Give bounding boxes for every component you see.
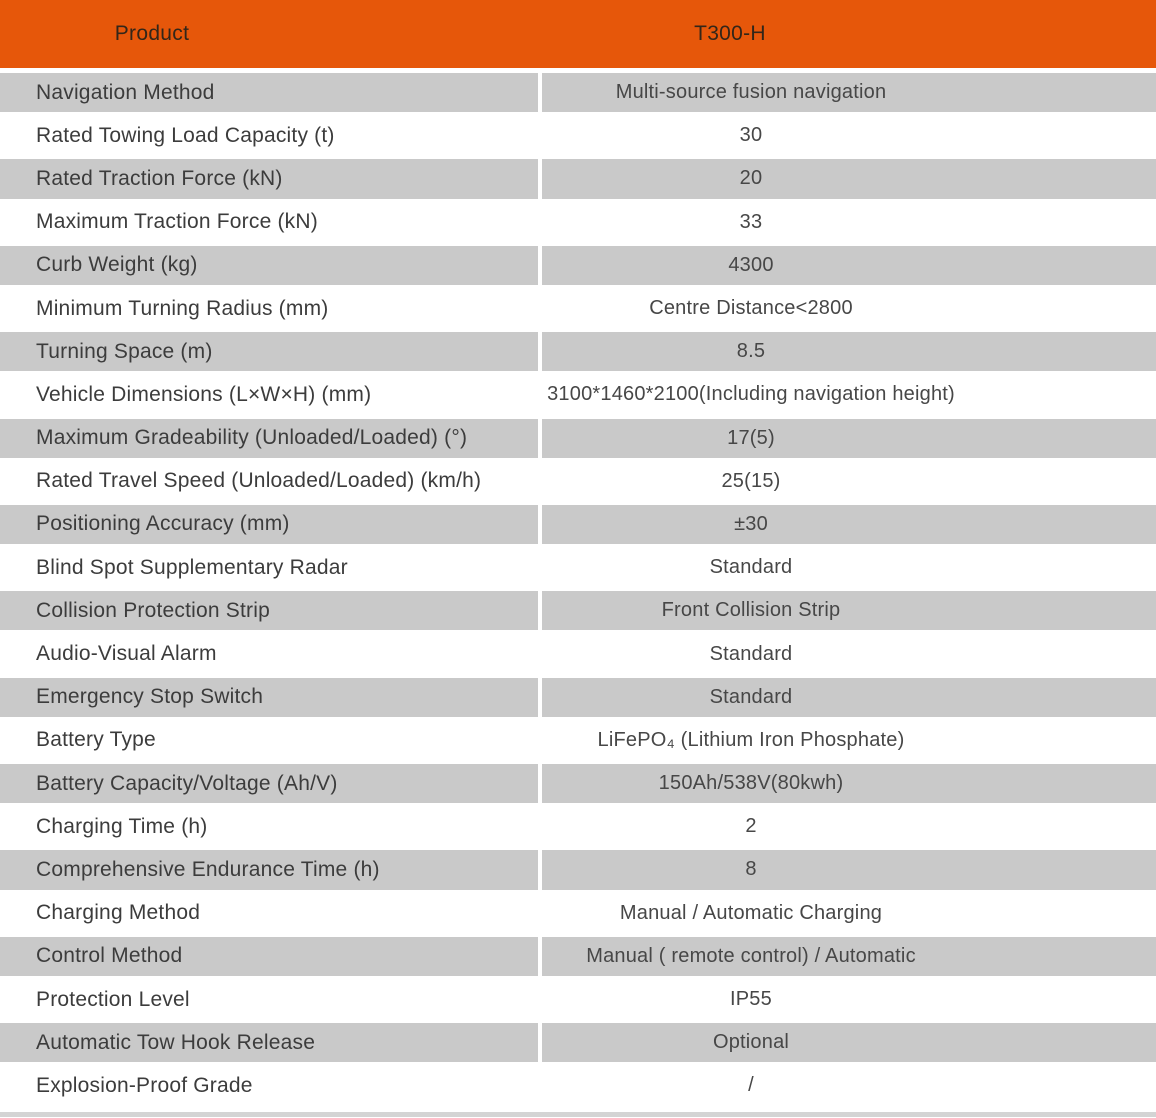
spec-value: 30 <box>739 124 763 147</box>
spec-value: 2 <box>745 815 757 838</box>
spec-value-cell <box>542 719 1156 762</box>
table-row <box>0 330 1156 373</box>
spec-value-cell <box>542 591 1156 630</box>
table-row <box>0 589 1156 632</box>
table-row <box>0 417 1156 460</box>
spec-value-cell <box>542 805 1156 848</box>
table-row <box>0 373 1156 416</box>
spec-value-cell <box>542 632 1156 675</box>
spec-value-cell <box>542 332 1156 371</box>
spec-value-cell <box>542 937 1156 976</box>
spec-value: 17(5) <box>727 426 775 449</box>
header-product-label: Product <box>114 22 190 45</box>
spec-value: IP55 <box>730 988 772 1011</box>
table-body <box>0 71 1156 1108</box>
spec-value: 25(15) <box>721 469 781 492</box>
spec-value: Standard <box>709 642 793 665</box>
spec-label: Emergency Stop Switch <box>0 678 538 717</box>
spec-value: 4300 <box>728 253 774 276</box>
spec-label: Blind Spot Supplementary Radar <box>36 555 348 579</box>
spec-value-cell <box>542 892 1156 935</box>
table-row <box>0 201 1156 244</box>
table-row <box>0 632 1156 675</box>
table-row <box>0 892 1156 935</box>
spec-label: Charging Method <box>36 901 201 925</box>
spec-value-cell <box>542 246 1156 285</box>
table-row <box>0 805 1156 848</box>
spec-label: Explosion-Proof Grade <box>36 1073 253 1097</box>
spec-value: Multi-source fusion navigation <box>615 81 887 104</box>
spec-value: 20 <box>739 167 763 190</box>
spec-label: Vehicle Dimensions (L×W×H) (mm) <box>36 382 372 406</box>
spec-value: Front Collision Strip <box>661 599 841 622</box>
spec-value-cell <box>542 159 1156 198</box>
spec-value: Manual / Automatic Charging <box>619 901 883 924</box>
spec-label: Battery Type <box>36 728 156 752</box>
spec-value-cell <box>542 546 1156 589</box>
spec-label: Positioning Accuracy (mm) <box>0 505 538 544</box>
spec-value-cell <box>542 287 1156 330</box>
spec-value: 150Ah/538V(80kwh) <box>658 772 844 795</box>
spec-value: Manual ( remote control) / Automatic <box>586 944 916 967</box>
spec-value-cell <box>542 201 1156 244</box>
spec-value-cell <box>542 73 1156 112</box>
spec-value-cell <box>542 373 1156 416</box>
spec-label: Charging Time (h) <box>36 814 208 838</box>
spec-value: Centre Distance<2800 <box>649 297 853 320</box>
table-row <box>0 71 1156 114</box>
spec-label: Control Method <box>0 937 538 976</box>
spec-value-cell <box>542 764 1156 803</box>
table-row <box>0 157 1156 200</box>
spec-value-cell <box>542 1064 1156 1107</box>
spec-label: Comprehensive Endurance Time (h) <box>0 850 538 889</box>
spec-value-cell <box>542 460 1156 503</box>
spec-value: Standard <box>709 556 793 579</box>
spec-value: 8.5 <box>736 340 766 363</box>
spec-label: Rated Travel Speed (Unloaded/Loaded) (km/h) <box>36 469 482 493</box>
spec-value: Standard <box>709 685 793 708</box>
spec-value-cell <box>542 850 1156 889</box>
spec-label: Rated Traction Force (kN) <box>0 159 538 198</box>
table-header-row <box>0 0 1156 68</box>
spec-value-cell <box>542 114 1156 157</box>
spec-value-cell <box>542 678 1156 717</box>
spec-value: 33 <box>739 210 763 233</box>
spec-value: 3100*1460*2100(Including navigation height) <box>547 383 955 406</box>
spec-value-cell <box>542 419 1156 458</box>
spec-value-cell <box>542 978 1156 1021</box>
spec-value: LiFePO₄ (Lithium Iron Phosphate) <box>597 728 905 751</box>
table-row <box>0 1064 1156 1107</box>
spec-value-cell <box>542 1023 1156 1062</box>
spec-label: Curb Weight (kg) <box>0 246 538 285</box>
table-row <box>0 503 1156 546</box>
spec-label: Maximum Gradeability (Unloaded/Loaded) (°) <box>0 419 538 458</box>
header-model-cell <box>304 22 1156 46</box>
table-row <box>0 114 1156 157</box>
spec-label: Protection Level <box>36 987 190 1011</box>
spec-label: Battery Capacity/Voltage (Ah/V) <box>0 764 538 803</box>
spec-label: Collision Protection Strip <box>0 591 538 630</box>
spec-label: Navigation Method <box>0 73 538 112</box>
spec-value: / <box>748 1074 754 1097</box>
table-row <box>0 1021 1156 1064</box>
table-row <box>0 676 1156 719</box>
bottom-strip <box>0 1112 1156 1117</box>
spec-label: Turning Space (m) <box>0 332 538 371</box>
spec-label: Minimum Turning Radius (mm) <box>36 296 329 320</box>
table-row <box>0 460 1156 503</box>
spec-value: 8 <box>745 858 757 881</box>
header-model-label: T300-H <box>694 22 766 45</box>
spec-value: ±30 <box>734 512 768 535</box>
spec-label: Audio-Visual Alarm <box>36 642 217 666</box>
spec-label: Rated Towing Load Capacity (t) <box>36 123 335 147</box>
table-row <box>0 546 1156 589</box>
table-row <box>0 719 1156 762</box>
table-row <box>0 978 1156 1021</box>
spec-label: Automatic Tow Hook Release <box>0 1023 538 1062</box>
table-row <box>0 287 1156 330</box>
table-row <box>0 762 1156 805</box>
table-row <box>0 935 1156 978</box>
spec-label: Maximum Traction Force (kN) <box>36 210 318 234</box>
spec-value: Optional <box>712 1031 790 1054</box>
spec-value-cell <box>542 505 1156 544</box>
table-row <box>0 244 1156 287</box>
table-row <box>0 848 1156 891</box>
